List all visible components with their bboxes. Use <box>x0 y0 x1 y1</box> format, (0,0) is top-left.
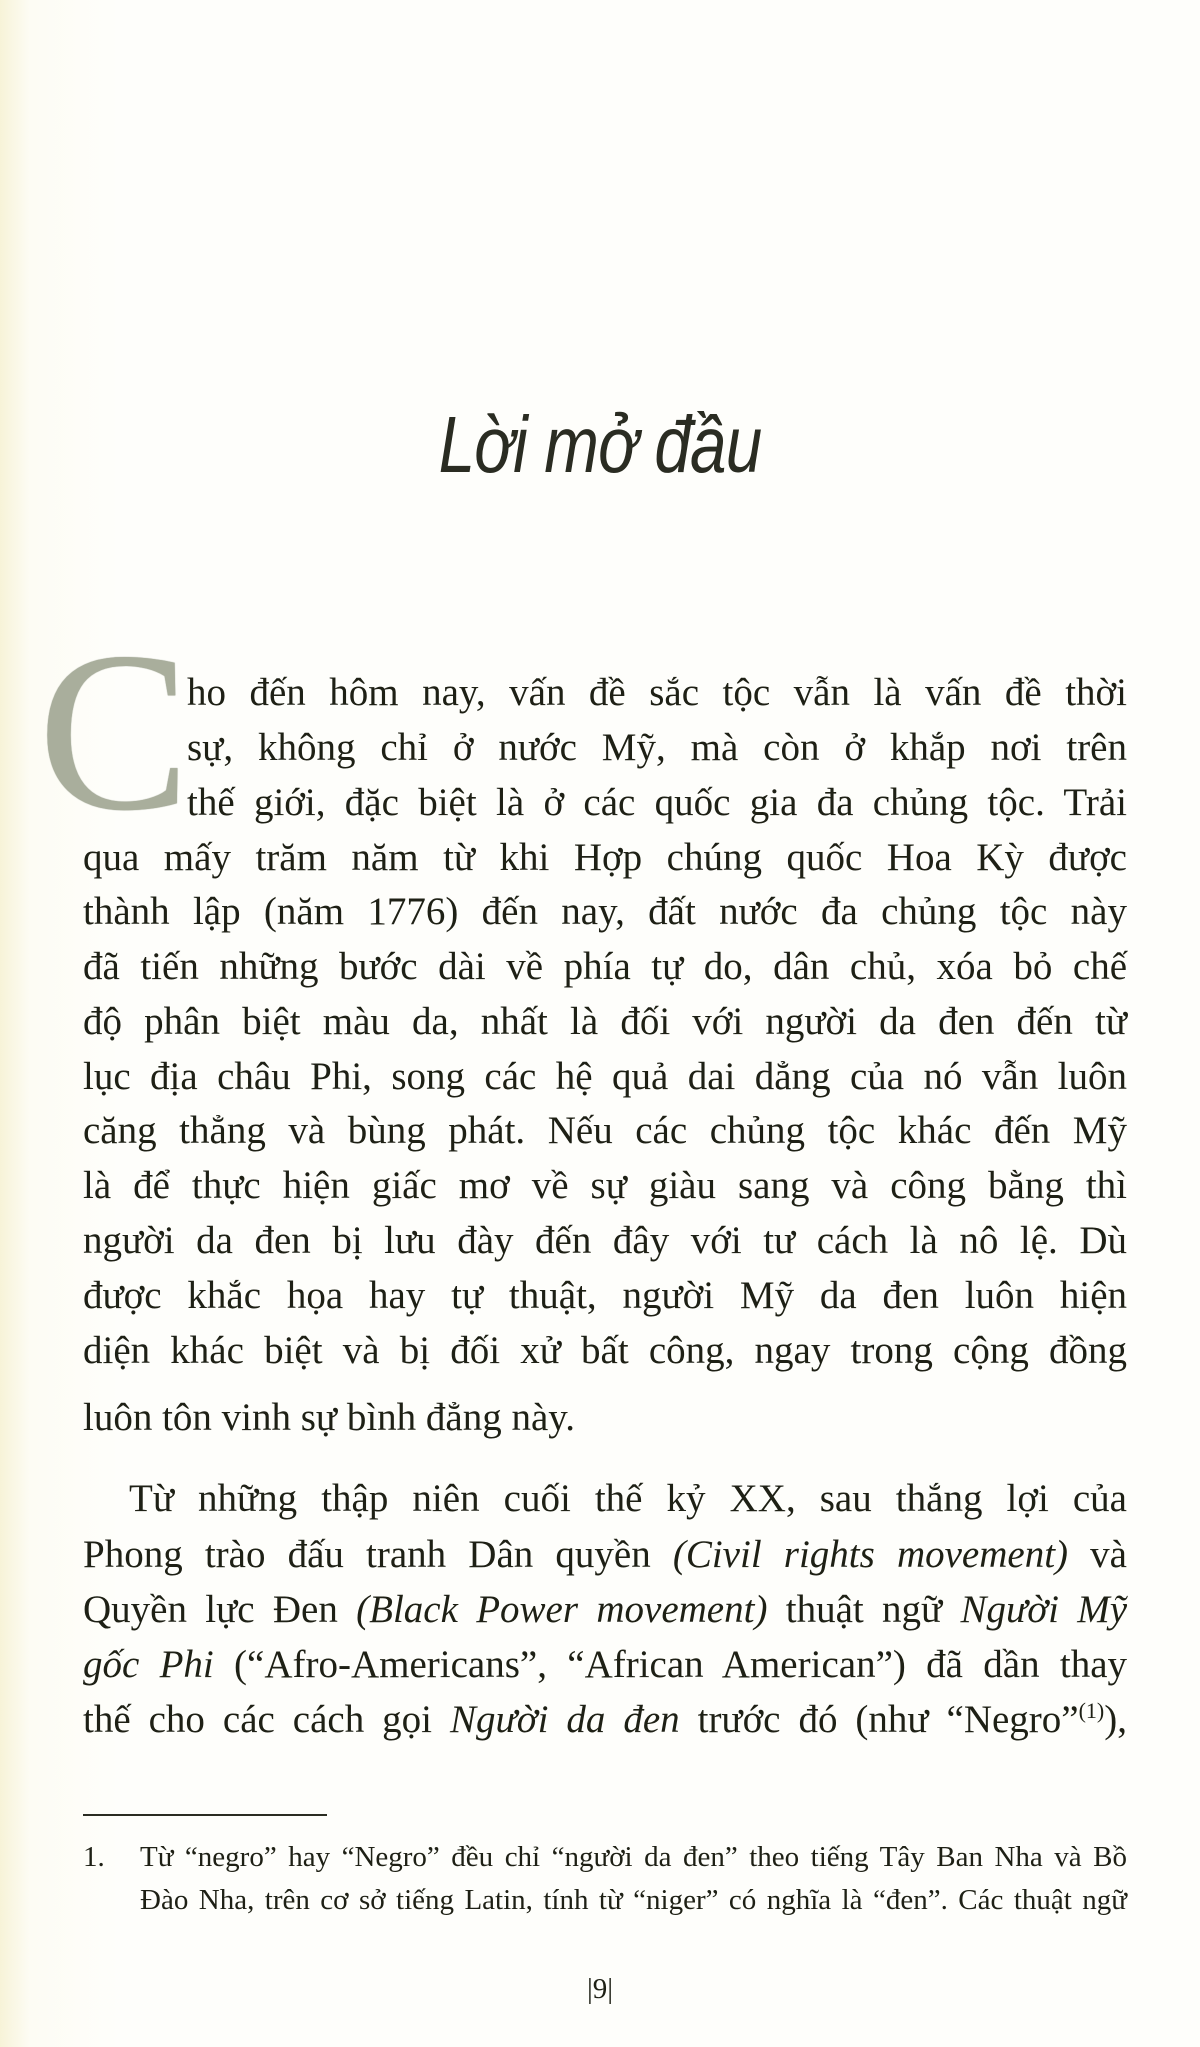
text: trước đó (như “Negro” <box>679 1698 1079 1741</box>
text: (“Afro-Americans”, “African American”) đã dần thay <box>213 1643 1128 1686</box>
text-line: người da đen bị lưu đày đến đây với tư cách là nô lệ. Dù <box>83 1219 1127 1262</box>
text: Phong trào đấu tranh Dân quyền <box>83 1533 673 1576</box>
footnote-text: Từ “negro” hay “Negro” đều chỉ “người da đen” theo tiếng Tây Ban Nha và Bồ <box>140 1841 1127 1873</box>
text: và <box>1068 1533 1127 1576</box>
text-line <box>83 1637 1127 1693</box>
text-line: thế giới, đặc biệt là ở các quốc gia đa chủng tộc. Trải <box>187 781 1127 824</box>
footnote-number: 1. <box>83 1841 105 1873</box>
text-line: căng thẳng và bùng phát. Nếu các chủng tộc khác đến Mỹ <box>83 1109 1127 1152</box>
text-line: diện khác biệt và bị đối xử bất công, ngay trong cộng đồng <box>83 1329 1127 1372</box>
chapter-title: Lời mở đầu <box>438 400 762 489</box>
italic-term: gốc Phi <box>83 1643 214 1686</box>
italic-term: Người da đen <box>449 1698 680 1741</box>
footnote-line: Đào Nha, trên cơ sở tiếng Latin, tính từ “niger” có nghĩa là “đen”. Các thuật ngữ <box>140 1884 1127 1916</box>
text-line: là để thực hiện giấc mơ về sự giàu sang và công bằng thì <box>83 1164 1127 1207</box>
italic-term: Người Mỹ <box>960 1588 1128 1631</box>
text-line: được khắc họa hay tự thuật, người Mỹ da đen luôn hiện <box>83 1274 1127 1317</box>
footnote-divider <box>83 1814 327 1816</box>
text: Quyền lực Đen <box>83 1588 357 1631</box>
footnote-ref[interactable]: (1) <box>1078 1698 1105 1723</box>
text: ), <box>1104 1698 1127 1741</box>
text-line: sự, không chỉ ở nước Mỹ, mà còn ở khắp nơi trên <box>187 726 1127 769</box>
text-line: Từ những thập niên cuối thế kỷ XX, sau thắng lợi của <box>129 1477 1127 1520</box>
text: thuật ngữ <box>767 1588 961 1631</box>
drop-cap: C <box>38 606 191 858</box>
page-number: |9| <box>586 1973 614 2005</box>
footnote-line <box>83 1836 1127 1878</box>
text-line: độ phân biệt màu da, nhất là đối với người da đen đến từ <box>83 1000 1127 1043</box>
text-line: đã tiến những bước dài về phía tự do, dân chủ, xóa bỏ chế <box>83 945 1127 988</box>
text-line: luôn tôn vinh sự bình đẳng này. <box>83 1396 575 1439</box>
text-line <box>83 1527 1127 1583</box>
text-line <box>83 1582 1127 1638</box>
text-line: thành lập (năm 1776) đến nay, đất nước đa chủng tộc này <box>83 890 1127 933</box>
text-line <box>83 1692 1127 1748</box>
text: thế cho các cách gọi <box>83 1698 450 1741</box>
italic-term: (Black Power movement) <box>356 1588 768 1631</box>
text-line: lục địa châu Phi, song các hệ quả dai dẳng của nó vẫn luôn <box>83 1055 1127 1098</box>
italic-term: (Civil rights movement) <box>672 1533 1069 1576</box>
text-line: ho đến hôm nay, vấn đề sắc tộc vẫn là vấn đề thời <box>187 671 1127 714</box>
text-line: qua mấy trăm năm từ khi Hợp chúng quốc Hoa Kỳ được <box>83 836 1127 879</box>
